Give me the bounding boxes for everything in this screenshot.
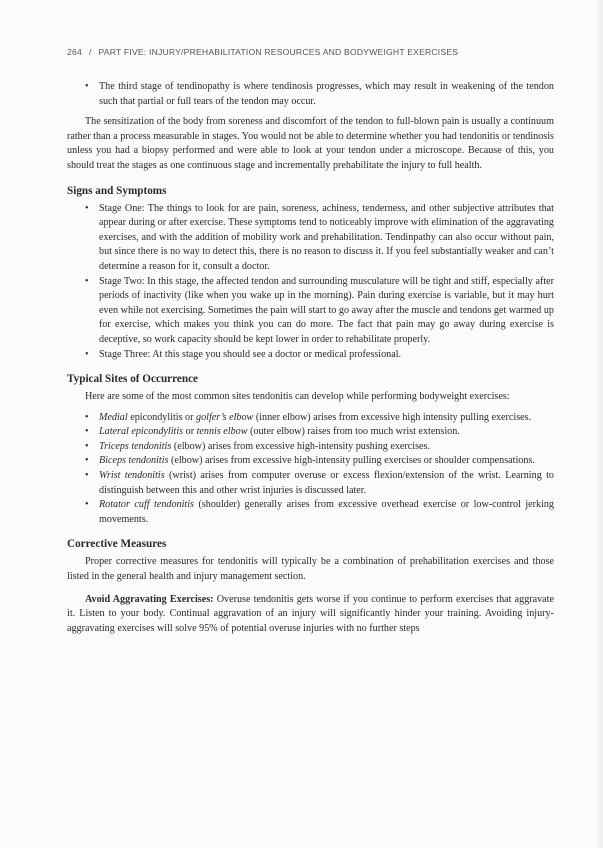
- sites-heading: Typical Sites of Occurrence: [67, 373, 199, 386]
- sites-list: [67, 411, 554, 528]
- list-item: [67, 469, 554, 498]
- site-text: (outer elbow) raises from too much wrist extension.: [247, 426, 460, 438]
- site-term: Lateral epicondylitis: [99, 426, 184, 438]
- intro-list: [67, 80, 554, 109]
- page-number: 264: [67, 47, 82, 57]
- running-header: [67, 47, 458, 57]
- list-item: • Stage Two: In this stage, the affected tendon and surrounding musculature will be tight and stiff, especially after periods of inactivity (like when you wake up in the morning). Pain during exercise is variable, but it may hurt even while not exercising. Sometimes the pain will start to go away after the muscle and tendons get warmed up for exercise, which makes you think you can do more. The fact that pain may go away during exercise is deceptive, so work capacity should be kept lower in order to rehabilitate properly.: [67, 275, 554, 348]
- signs-list: [67, 202, 554, 363]
- site-term: Wrist tendonitis: [99, 470, 165, 482]
- list-item: • Stage Three: At this stage you should see a doctor or medical professional.: [67, 348, 554, 363]
- list-item: [67, 498, 554, 527]
- list-item: [67, 454, 554, 469]
- site-term: Triceps tendonitis: [99, 440, 172, 452]
- site-text: (wrist) arises from computer overuse or excess flexion/extension of the wrist. Learning to distinguish between this and other wrist injuries is discussed later.: [99, 470, 554, 496]
- site-term: Medial: [99, 411, 128, 423]
- site-term: tennis elbow: [196, 426, 248, 438]
- list-item: [67, 440, 554, 455]
- site-text: (elbow) arises from excessive high-intensity pushing exercises.: [171, 440, 430, 452]
- avoid-text: Overuse tendonitis gets worse if you continue to perform exercises that aggravate it. Listen to your body. Continual aggravation of an injury will significantly hinder your training. Avoiding injury-aggravating exercises will solve 95% of potential overuse injuries with no further steps: [67, 593, 554, 634]
- site-term: Biceps tendonitis: [99, 455, 169, 467]
- sites-intro: Here are some of the most common sites tendonitis can develop while performing bodyweight exercises:: [85, 391, 510, 403]
- sensitization-paragraph: The sensitization of the body from soreness and discomfort of the tendon to full-blown pain is usually a continuum rather than a process measurable in stages. You would not be able to determine whether you had tendonitis or tendinosis unless you had a biopsy performed and were able to look at your tendon under a microscope. Because of this, you should treat the stages as one continuous stage and incrementally prehabilitate the injury to full health.: [67, 116, 554, 171]
- corrective-paragraph: Proper corrective measures for tendonitis will typically be a combination of prehabilitation exercises and those listed in the general health and injury management section.: [67, 556, 554, 583]
- site-text: epicondylitis or: [127, 411, 197, 423]
- part-title: PART FIVE: INJURY/PREHABILITATION RESOURCES AND BODYWEIGHT EXERCISES: [98, 47, 459, 57]
- site-text: (inner elbow) arises from excessive high intensity pulling exercises.: [253, 411, 532, 423]
- avoid-label: Avoid Aggravating Exercises:: [85, 593, 214, 605]
- site-term: golfer’s elbow: [196, 411, 254, 423]
- list-item: [67, 425, 554, 440]
- avoid-paragraph: [67, 593, 554, 637]
- site-term: Rotator cuff tendonitis: [99, 499, 194, 511]
- signs-heading: Signs and Symptoms: [67, 184, 167, 197]
- corrective-heading: Corrective Measures: [67, 538, 167, 551]
- list-item: [67, 411, 554, 426]
- page-body: [67, 80, 554, 636]
- header-separator: /: [88, 47, 92, 57]
- list-item: • The third stage of tendinopathy is where tendinosis progresses, which may result in weakening of the tendon such that partial or full tears of the tendon may occur.: [67, 80, 554, 109]
- list-item: • Stage One: The things to look for are pain, soreness, achiness, tenderness, and other subjective attributes that appear during or after exercise. These symptoms tend to noticeably improve with elimination of the aggravating exercises, and with the addition of mobility work and prehabilitation. Tendinpathy can also occur without pain, but since there is no way to detect this, there is no reason to discuss it. If you feel substantially weaker and can’t determine a reason for it, consult a doctor.: [67, 202, 554, 275]
- site-text: (elbow) arises from excessive high-intensity pulling exercises or shoulder compensations.: [168, 455, 535, 467]
- site-text: or: [183, 426, 197, 438]
- page-edge: [597, 0, 603, 848]
- site-text: (shoulder) generally arises from excessive overhead exercise or low-control jerking movements.: [99, 499, 554, 525]
